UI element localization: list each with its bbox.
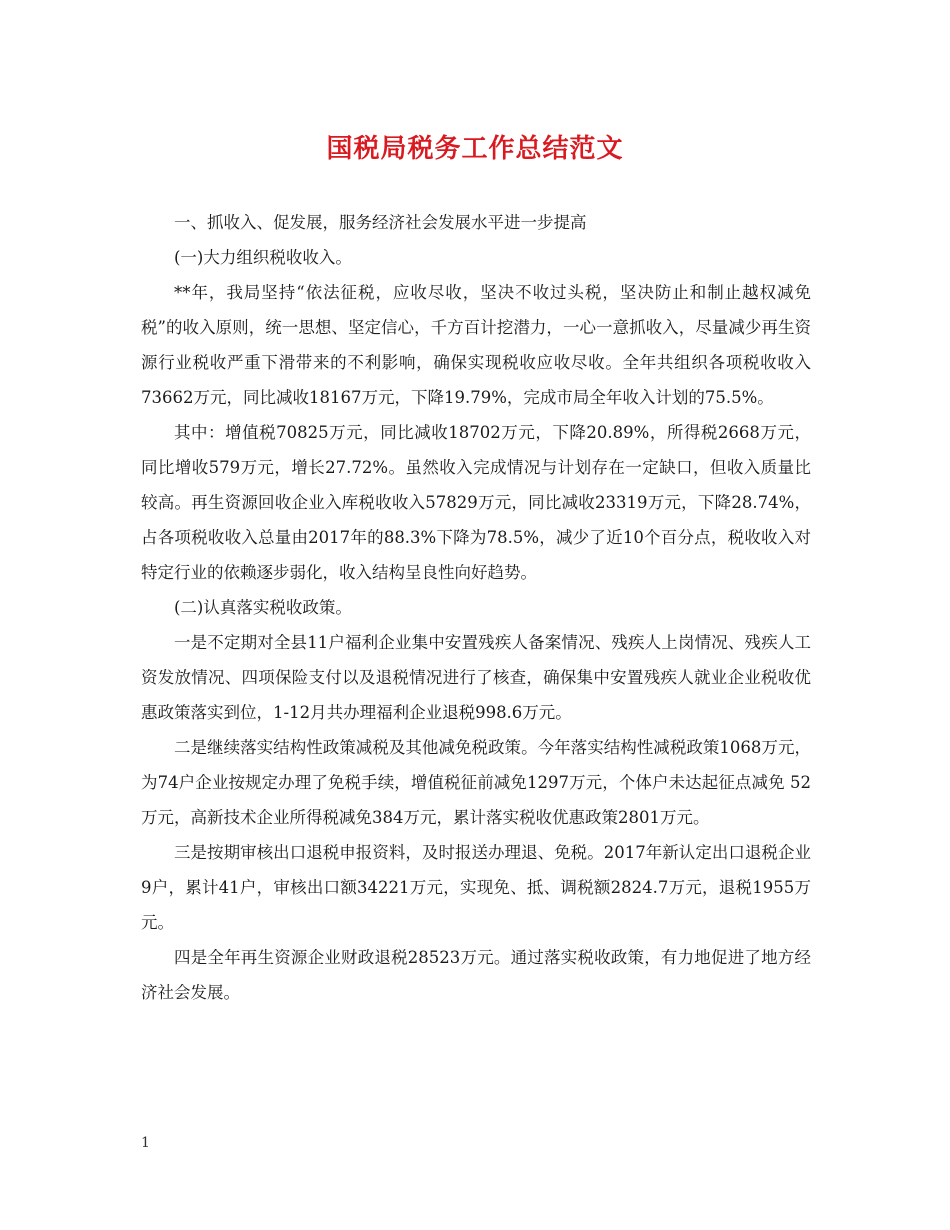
subsection-heading: (二)认真落实税收政策。 (174, 598, 352, 617)
body-paragraph: 一是不定期对全县11户福利企业集中安置残疾人备案情况、残疾人上岗情况、残疾人工资发放情况、四项保险支付以及退税情况进行了核查，确保集中安置残疾人就业企业税收优惠政策落实到位，1-12月共办理福利企业退税998.6万元。 (141, 633, 811, 722)
subsection-heading: (一)大力组织税收收入。 (174, 248, 352, 267)
body-paragraph: 其中：增值税70825万元，同比减收18702万元，下降20.89%，所得税2668万元，同比增收579万元，增长27.72%。虽然收入完成情况与计划存在一定缺口，但收入质量比较高。再生资源回收企业入库税收收入57829万元，同比减收23319万元，下降28.74%，占各项税收收入总量由2017年的88.3%下降为78.5%，减少了近10个百分点，税收收入对特定行业的依赖逐步弱化，收入结构呈良性向好趋势。 (141, 423, 811, 582)
body-paragraph: 四是全年再生资源企业财政退税28523万元。通过落实税收政策，有力地促进了地方经济社会发展。 (141, 948, 811, 1002)
section-heading: 一、抓收入、促发展，服务经济社会发展水平进一步提高 (174, 213, 587, 232)
body-paragraph: **年，我局坚持“依法征税，应收尽收，坚决不收过头税，坚决防止和制止越权减免税”的收入原则，统一思想、坚定信心，千方百计挖潜力，一心一意抓收入，尽量减少再生资源行业税收严重下滑带来的不利影响，确保实现税收应收尽收。全年共组织各项税收收入73662万元，同比减收18167万元，下降19.79%，完成市局全年收入计划的75.5%。 (141, 283, 811, 407)
document-body (141, 205, 811, 1010)
body-paragraph: 三是按期审核出口退税申报资料，及时报送办理退、免税。2017年新认定出口退税企业9户，累计41户，审核出口额34221万元，实现免、抵、调税额2824.7万元，退税1955万元。 (141, 843, 811, 932)
body-paragraph: 二是继续落实结构性政策减税及其他减免税政策。今年落实结构性减税政策1068万元，为74户企业按规定办理了免税手续，增值税征前减免1297万元，个体户未达起征点减免 52万元，高新技术企业所得税减免384万元，累计落实税收优惠政策2801万元。 (141, 738, 811, 827)
page-number: 1 (141, 1135, 150, 1151)
document-title: 国税局税务工作总结范文 (326, 134, 624, 164)
